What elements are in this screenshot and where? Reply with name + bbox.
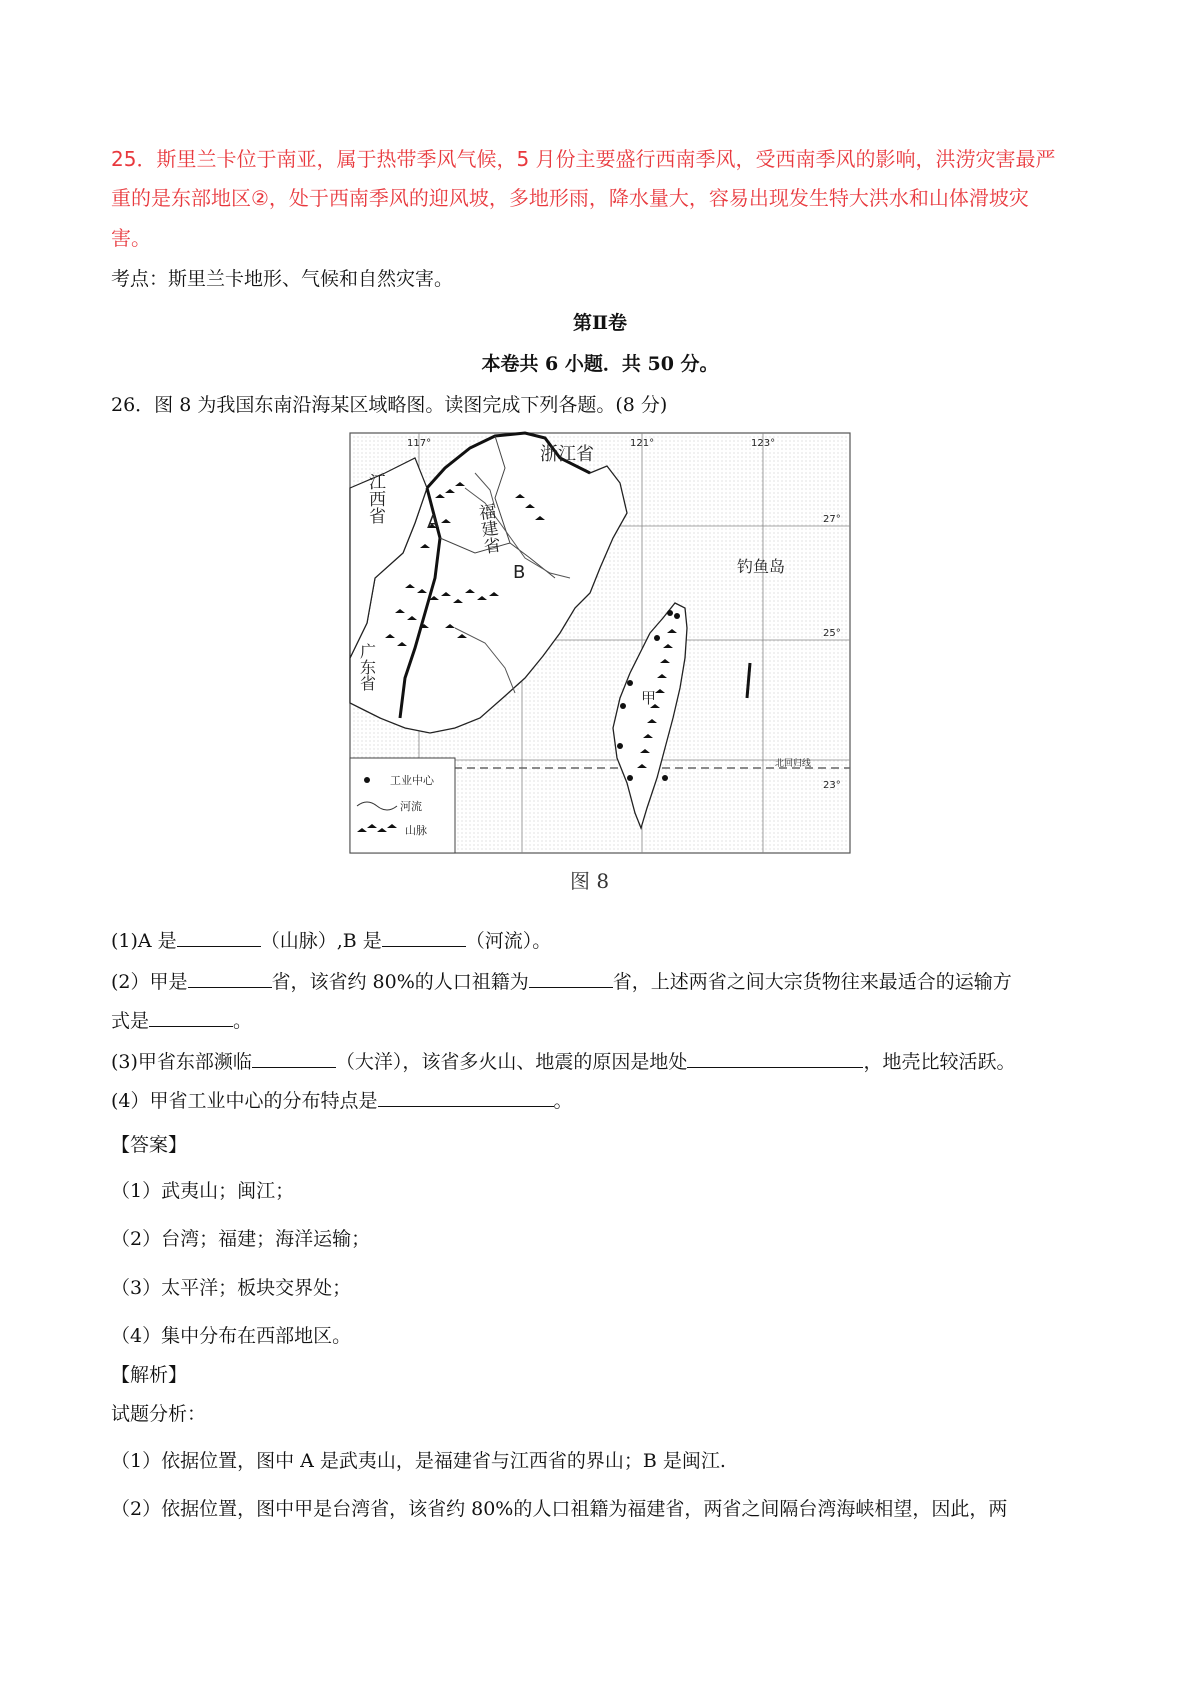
q26-sub3	[111, 1047, 1015, 1074]
q25-line-1: 25．斯里兰卡位于南亚，属于热带季风气候，5 月份主要盛行西南季风，受西南季风的影响，洪涝灾害最严	[111, 147, 1056, 171]
q26-sub4-part-b: 。	[553, 1090, 573, 1112]
analysis-heading: 【解析】	[111, 1364, 188, 1386]
answer-item: （2）台湾；福建；海洋运输；	[111, 1228, 371, 1250]
q26-sub2-part-c: 省，上述两省之间大宗货物往来最适合的运输方	[612, 971, 1012, 993]
label-b: B	[513, 562, 526, 583]
analysis-p1: （1）依据位置，图中 A 是武夷山，是福建省与江西省的界山；B 是闽江.	[111, 1450, 726, 1472]
q26-sub1	[111, 926, 551, 953]
legend-industry: 工业中心	[390, 774, 434, 787]
blank-6	[252, 1051, 336, 1068]
lon-label-123: 123°	[751, 438, 776, 449]
legend-mountain: 山脉	[405, 824, 427, 837]
label-a: A	[427, 512, 440, 533]
q26-stem: 26．图 8 为我国东南沿海某区域略图。读图完成下列各题。(8 分)	[111, 394, 668, 416]
q26-sub3-part-a: (3)甲省东部濒临	[111, 1051, 252, 1073]
q26-sub2	[111, 967, 1012, 994]
q26-sub3-part-c: ，地壳比较活跃。	[863, 1051, 1016, 1073]
q26-sub2-cont	[111, 1006, 252, 1033]
answer-item: （4）集中分布在西部地区。	[111, 1325, 352, 1347]
q26-sub2-part-e: 。	[233, 1010, 253, 1032]
analysis-p2: （2）依据位置，图中甲是台湾省，该省约 80%的人口祖籍为福建省，两省之间隔台湾海峡相望，因此，两	[111, 1498, 1008, 1520]
label-guangdong: 广东省	[357, 643, 377, 691]
blank-1	[177, 930, 261, 947]
blank-3	[188, 971, 272, 988]
q26-sub2-part-a: (2）甲是	[111, 971, 188, 993]
lon-label-117: 117°	[407, 438, 432, 449]
label-jiangxi: 江西省	[365, 473, 385, 524]
section-subtitle: 本卷共 6 小题．共 50 分。	[481, 353, 719, 375]
label-tropic: 北回归线	[775, 759, 812, 769]
q26-sub2-part-b: 省，该省约 80%的人口祖籍为	[271, 971, 529, 993]
q25-kaodian: 考点：斯里兰卡地形、气候和自然灾害。	[111, 268, 454, 290]
answer-heading: 【答案】	[111, 1134, 188, 1156]
map-legend	[350, 758, 455, 853]
blank-4	[529, 971, 613, 988]
q26-sub1-part-b: （山脉）,B 是	[260, 930, 382, 952]
blank-8	[378, 1090, 554, 1107]
lat-label-25: 25°	[823, 628, 841, 639]
label-zhejiang: 浙江省	[540, 444, 594, 465]
label-fujian: 福建省	[473, 502, 501, 556]
analysis-intro: 试题分析：	[111, 1403, 207, 1425]
blank-2	[382, 930, 466, 947]
label-jia: 甲	[641, 689, 657, 707]
q25-line-2: 重的是东部地区②，处于西南季风的迎风坡，多地形雨，降水量大，容易出现发生特大洪水和山体滑坡灾	[111, 186, 1029, 210]
q26-sub1-part-a: (1)A 是	[111, 930, 177, 952]
legend-river: 河流	[400, 800, 422, 813]
q26-sub4-part-a: (4）甲省工业中心的分布特点是	[111, 1090, 378, 1112]
q26-sub3-part-b: （大洋），该省多火山、地震的原因是地处	[335, 1051, 688, 1073]
lon-label-121: 121°	[630, 438, 655, 449]
q26-sub1-part-c: （河流）。	[465, 930, 552, 952]
label-diaoyu: 钓鱼岛	[737, 557, 786, 576]
answer-item: （3）太平洋；板块交界处；	[111, 1277, 352, 1299]
blank-7	[687, 1051, 863, 1068]
q25-line-3: 害。	[111, 226, 151, 250]
blank-5	[149, 1010, 233, 1027]
q26-sub2-part-d: 式是	[111, 1010, 150, 1032]
answer-item: （1）武夷山；闽江；	[111, 1180, 295, 1202]
q26-sub4	[111, 1086, 573, 1113]
region-map-figure	[345, 428, 857, 900]
lat-label-23: 23°	[823, 780, 841, 791]
lat-label-27: 27°	[823, 514, 841, 525]
section-title: 第Ⅱ卷	[572, 312, 627, 334]
figure-caption: 图 8	[570, 869, 610, 893]
